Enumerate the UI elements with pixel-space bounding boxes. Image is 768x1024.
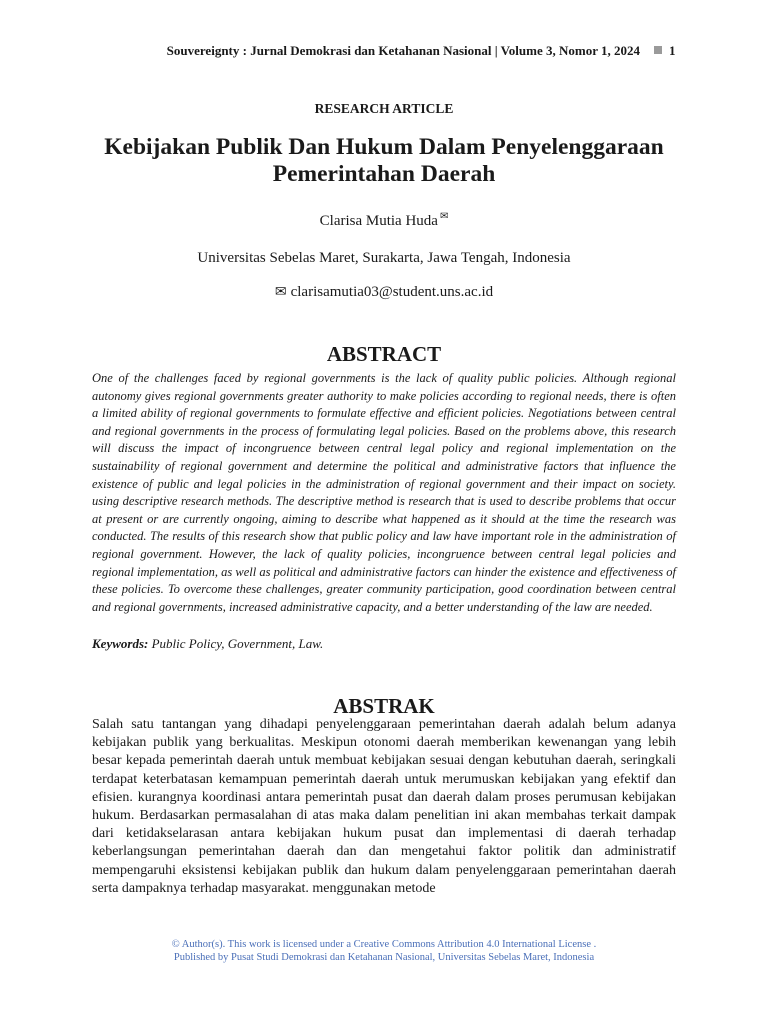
abstrak-text: Salah satu tantangan yang dihadapi penyelenggaraan pemerintahan daerah adalah belum adanya kebijakan publik yang berkualitas. Meskipun otonomi daerah memberikan kewenangan yang lebih besar kepada pemerintah daerah untuk membuat kebijakan sesuai dengan kebutuhan daerah, seringkali terdapat keterbatasan kemampuan pemerintah daerah untuk merumuskan kebijakan yang efektif dan efisien. kurangnya koordinasi antara pemerintah pusat dan daerah dalam proses perumusan kebijakan hukum. Berdasarkan permasalahan di atas maka dalam penelitian ini akan membahas terkait dampak dari ketidakselarasan antara kebijakan hukum pusat dan implementasi di daerah terhadap keberlangsungan pemerintahan daerah dan dan mengetahui faktor politik dan administratif mempengaruhi eksistensi kebijakan publik dan hukum dalam penyelenggaraan pemerintahan daerah serta dampaknya terhadap masyarakat. menggunakan metode — [92, 717, 676, 896]
keywords-line — [92, 636, 676, 652]
running-header — [0, 43, 672, 59]
envelope-icon[interactable]: ✉ — [439, 211, 449, 222]
publisher-text: Published by Pusat Studi Demokrasi dan Ketahanan Nasional, Universitas Sebelas Maret, Indonesia — [173, 952, 595, 963]
author-line — [0, 211, 768, 230]
abstrak-heading: ABSTRAK — [333, 694, 435, 718]
page-number: 1 — [669, 43, 676, 58]
article-type: RESEARCH ARTICLE — [314, 101, 454, 116]
author-affiliation: Universitas Sebelas Maret, Surakarta, Jawa Tengah, Indonesia — [197, 250, 571, 266]
keywords-label: Keywords: — [92, 636, 149, 651]
square-bullet-icon — [654, 46, 662, 54]
abstract-text: One of the challenges faced by regional governments is the lack of quality public policies. Although regional autonomy gives regional governments greater authority to make policies according to regional needs, there is often a limited ability of regional governments to formulate effective and efficient policies. Negotiations between central and regional governments in the process of formulating legal policies. Based on the problems above, this research will discuss the impact of incongruence between central legal policy and regional implementation on the sustainability of regional government and determine the political and administrative factors that influence the existence of public and legal policies in the administration of regional government and their impact on society. using descriptive research methods. The descriptive method is research that is used to describe problems that occur at present or are currently ongoing, aiming to describe what happened as it should at the time the research was conducted. The results of this research show that public policy and law have important role in the administration of regional government. However, the lack of quality policies, incongruence between central legal policies and regional implementation, as well as political and administrative factors can hinder the existence and effectiveness of these policies. To overcome these challenges, greater community participation, good coordination between central and regional governments, increased administrative capacity, and a better understanding of the law are needed. — [92, 371, 676, 614]
author-email-line — [0, 284, 768, 301]
license-footer — [0, 938, 768, 964]
author-name: Clarisa Mutia Huda — [319, 213, 438, 229]
envelope-icon: ✉ — [274, 285, 287, 300]
author-email[interactable]: clarisamutia03@student.uns.ac.id — [290, 284, 494, 300]
article-title: Kebijakan Publik Dan Hukum Dalam Penyelenggaraan Pemerintahan Daerah — [104, 134, 664, 187]
abstract-heading: ABSTRACT — [326, 342, 442, 366]
license-text[interactable]: © Author(s). This work is licensed under a Creative Commons Attribution 4.0 International License . — [171, 939, 597, 950]
journal-citation: Souvereignty : Jurnal Demokrasi dan Ketahanan Nasional | Volume 3, Nomor 1, 2024 — [166, 43, 640, 58]
keywords-text: Public Policy, Government, Law. — [151, 636, 324, 651]
